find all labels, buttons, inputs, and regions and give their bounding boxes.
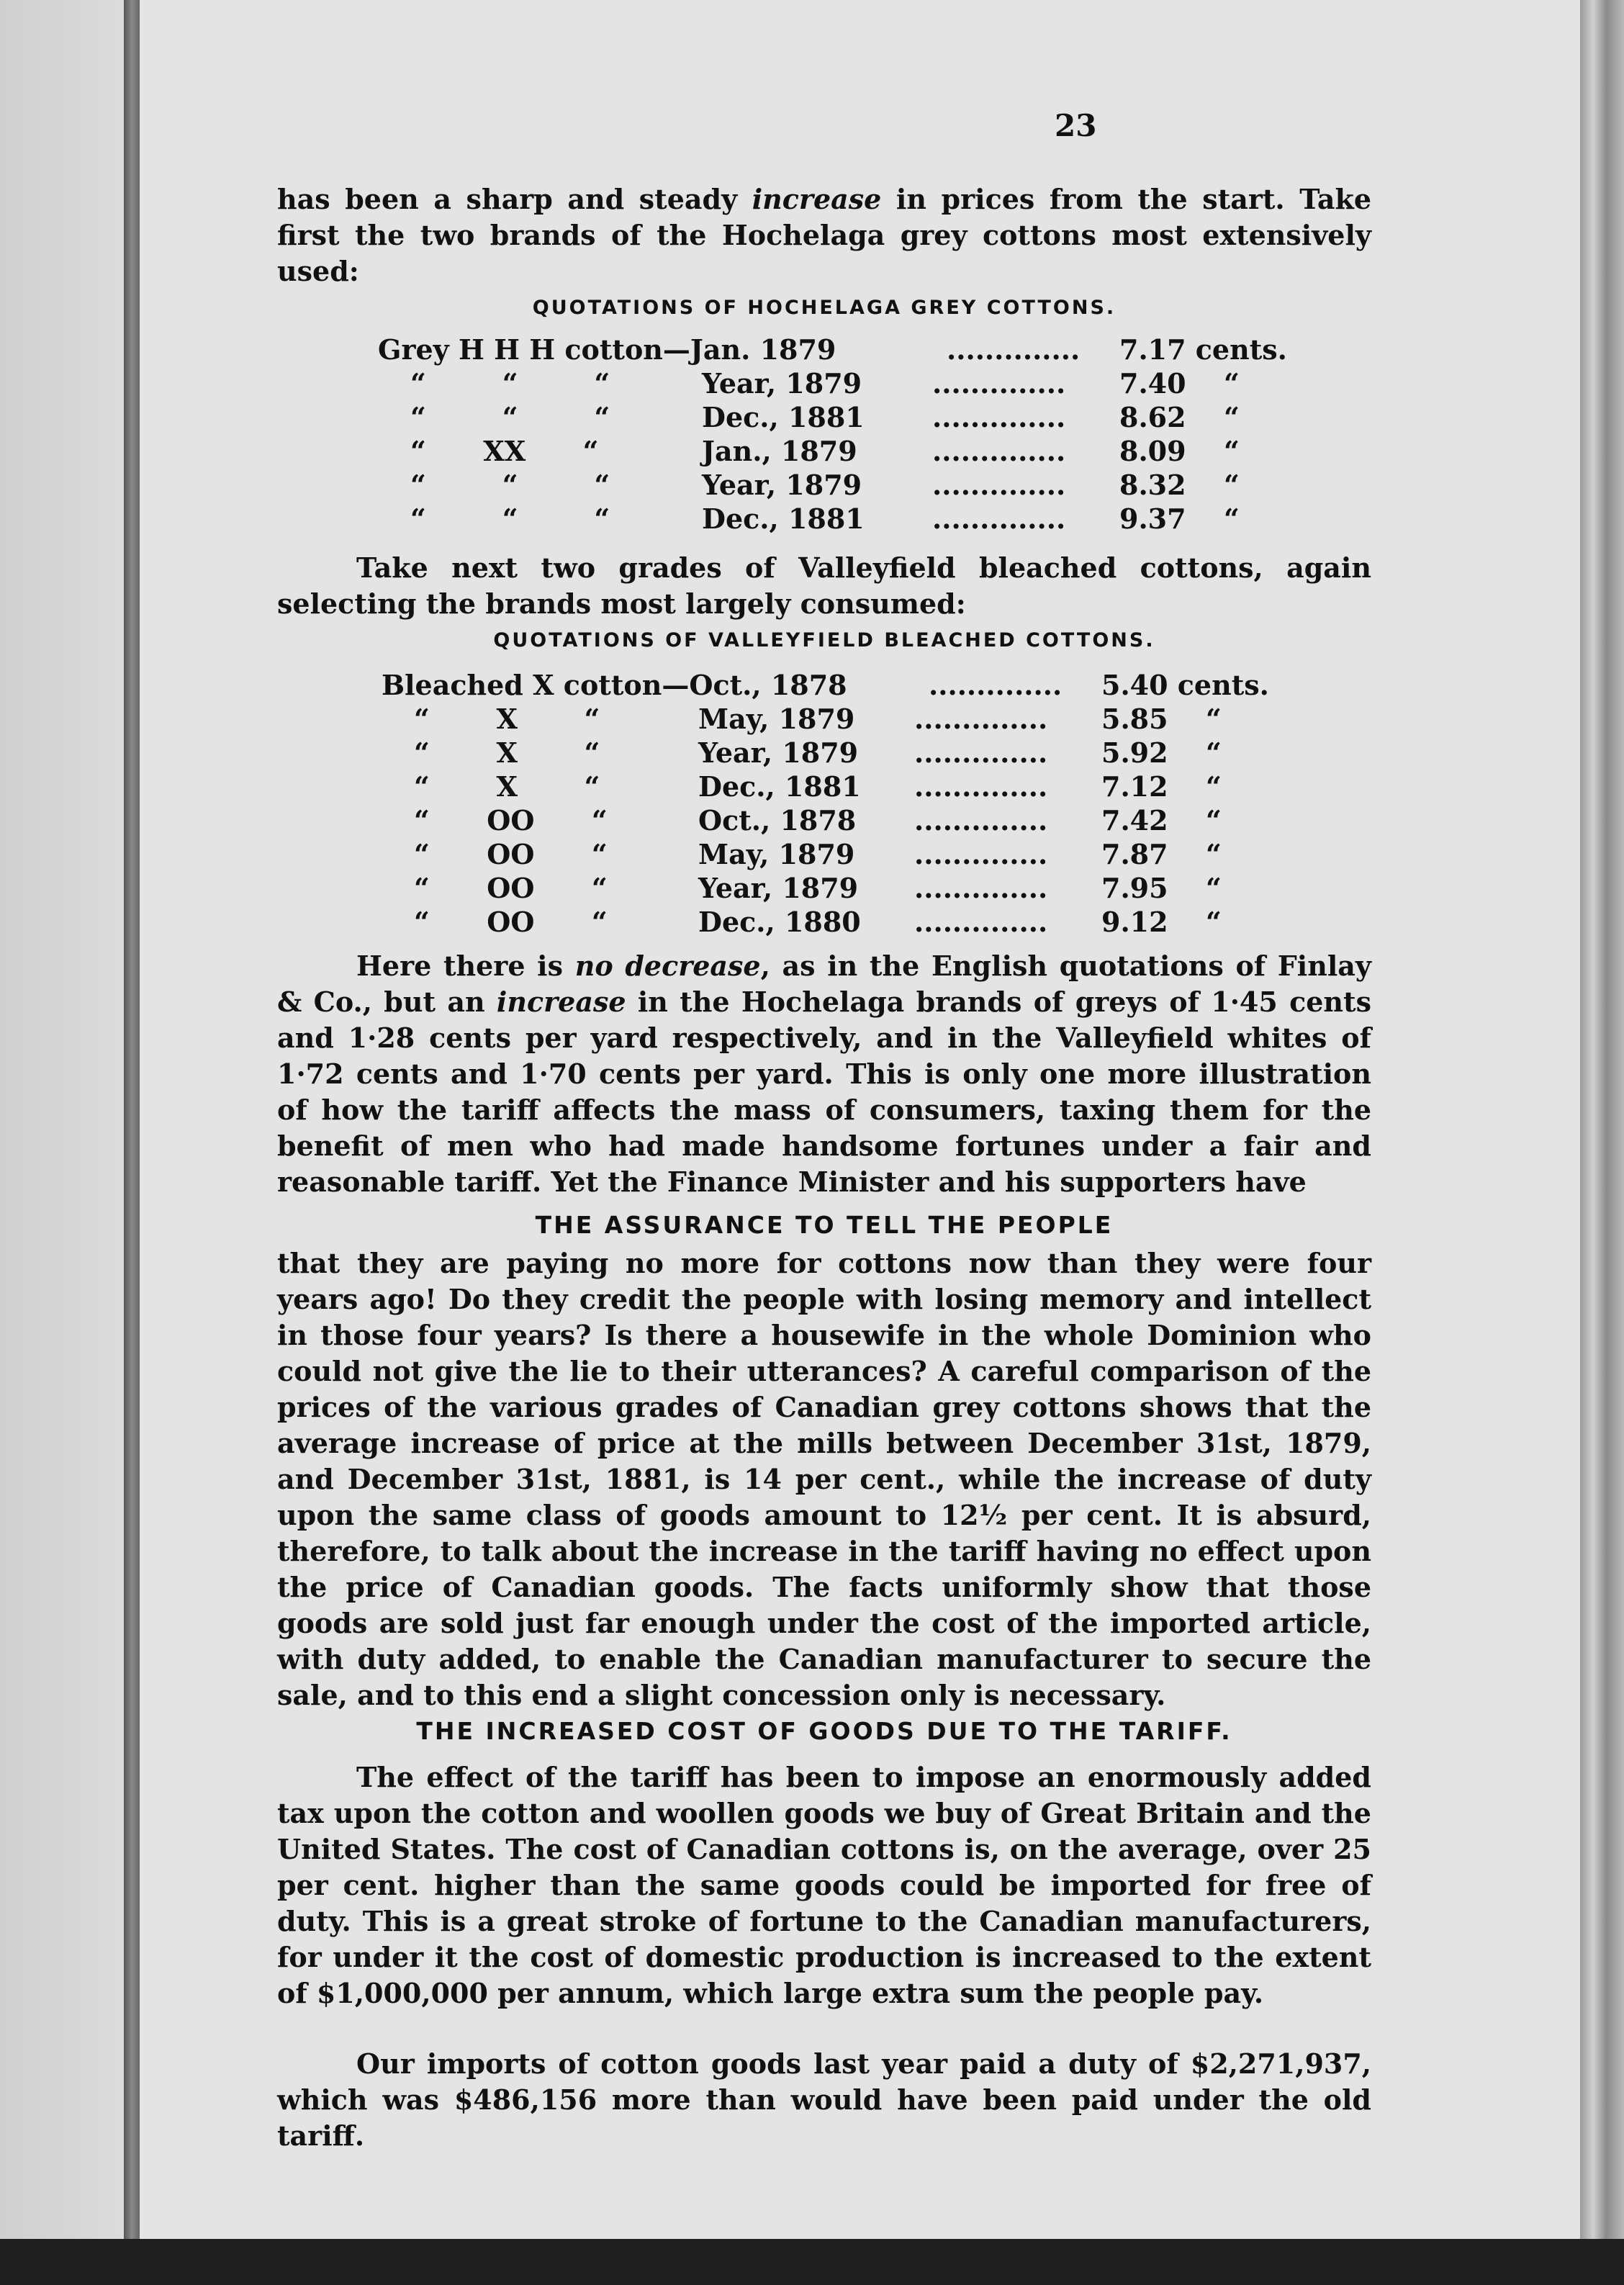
hochelaga-row-date: Dec., 1881 bbox=[702, 401, 865, 433]
valleyfield-row-value: 5.85 bbox=[1101, 703, 1168, 735]
valleyfield-intro-paragraph: Take next two grades of Valleyfield bleached cottons, again selecting the brands most largely consumed: bbox=[277, 551, 1371, 620]
hochelaga-row-value: 8.62 bbox=[1119, 401, 1186, 433]
valleyfield-row-label: “ OO “ bbox=[414, 838, 608, 870]
hochelaga-row-leader-dots: .............. bbox=[932, 502, 1066, 535]
valleyfield-row-value: 9.12 bbox=[1101, 906, 1168, 938]
hochelaga-row-leader-dots: .............. bbox=[932, 367, 1066, 400]
page-edge-right bbox=[1580, 0, 1624, 2285]
valleyfield-row-unit: “ bbox=[1206, 736, 1222, 769]
here-paragraph bbox=[277, 948, 1371, 1200]
hochelaga-row-label: “ “ “ bbox=[410, 401, 610, 433]
intro-paragraph bbox=[277, 181, 1371, 289]
valleyfield-row-leader-dots: .............. bbox=[929, 669, 1063, 701]
hochelaga-heading: QUOTATIONS OF HOCHELAGA GREY COTTONS. bbox=[532, 297, 1116, 319]
valleyfield-row bbox=[382, 871, 1317, 905]
valleyfield-row-leader-dots: .............. bbox=[914, 838, 1048, 870]
left-margin bbox=[0, 0, 126, 2239]
valleyfield-row bbox=[382, 668, 1317, 702]
here-text-3: in the Hochelaga brands of greys of 1·45 cents and 1·28 cents per yard respectively, and in the Valleyfield whites of 1·72 cents and 1·70 cents per yard. This is only one more illustration of how the tariff affects the mass of consumers, taxing them for the benefit of men who had made handsome fortunes under a fair and reasonable tariff. Yet the Finance Minister and his supporters have bbox=[277, 986, 1371, 1198]
intro-text-start: has been a sharp and steady bbox=[277, 183, 752, 215]
valleyfield-row-label: “ X “ bbox=[414, 703, 600, 735]
valleyfield-row-label: “ X “ bbox=[414, 770, 600, 803]
hochelaga-row bbox=[378, 400, 1314, 434]
hochelaga-row bbox=[378, 366, 1314, 400]
valleyfield-row-unit: “ bbox=[1206, 872, 1222, 904]
valleyfield-row-leader-dots: .............. bbox=[914, 906, 1048, 938]
increased-cost-heading: THE INCREASED COST OF GOODS DUE TO THE TARIFF. bbox=[416, 1717, 1232, 1745]
hochelaga-row-label: “ “ “ bbox=[410, 502, 610, 535]
valleyfield-row-date: Oct., 1878 bbox=[698, 804, 857, 837]
valleyfield-row-label: “ X “ bbox=[414, 736, 600, 769]
hochelaga-row-leader-dots: .............. bbox=[947, 333, 1081, 366]
here-text-1: Here there is bbox=[356, 950, 575, 982]
valleyfield-row-label: “ OO “ bbox=[414, 872, 608, 904]
hochelaga-row-value: 7.17 cents. bbox=[1119, 333, 1287, 366]
valleyfield-row bbox=[382, 702, 1317, 736]
hochelaga-row-value: 9.37 bbox=[1119, 502, 1186, 535]
valleyfield-row-label: “ OO “ bbox=[414, 906, 608, 938]
valleyfield-heading: QUOTATIONS OF VALLEYFIELD BLEACHED COTTONS. bbox=[493, 629, 1155, 652]
hochelaga-row-date: Dec., 1881 bbox=[702, 502, 865, 535]
valleyfield-row-unit: “ bbox=[1206, 804, 1222, 837]
valleyfield-row-date: Year, 1879 bbox=[698, 736, 859, 769]
valleyfield-row-leader-dots: .............. bbox=[914, 804, 1048, 837]
valleyfield-row bbox=[382, 905, 1317, 939]
hochelaga-row-label: “ “ “ bbox=[410, 469, 610, 501]
valleyfield-quotation-table bbox=[382, 668, 1317, 939]
valleyfield-row-unit: “ bbox=[1206, 838, 1222, 870]
hochelaga-row-leader-dots: .............. bbox=[932, 469, 1066, 501]
valleyfield-row-value: 7.42 bbox=[1101, 804, 1168, 837]
assurance-heading: THE ASSURANCE TO TELL THE PEOPLE bbox=[535, 1211, 1114, 1239]
valleyfield-row-date: Year, 1879 bbox=[698, 872, 859, 904]
imports-paragraph: Our imports of cotton goods last year paid a duty of $2,271,937, which was $486,156 more than would have been paid under the old tariff. bbox=[277, 2047, 1371, 2152]
valleyfield-row-date: Dec., 1880 bbox=[698, 906, 861, 938]
hochelaga-row-value: 8.09 bbox=[1119, 435, 1186, 467]
page-number: 23 bbox=[1055, 108, 1097, 143]
valleyfield-row-date: May, 1879 bbox=[698, 703, 855, 735]
valleyfield-row-leader-dots: .............. bbox=[914, 703, 1048, 735]
here-emphasis-2: increase bbox=[496, 986, 626, 1018]
valleyfield-row-value: 5.40 cents. bbox=[1101, 669, 1269, 701]
valleyfield-row-value: 7.95 bbox=[1101, 872, 1168, 904]
valleyfield-row-unit: “ bbox=[1206, 770, 1222, 803]
valleyfield-row bbox=[382, 837, 1317, 871]
intro-text-end: in prices from the start. Take first the two brands of the Hochelaga grey cottons most extensively used: bbox=[277, 183, 1371, 287]
assurance-paragraph: that they are paying no more for cottons now than they were four years ago! Do they credit the people with losing memory and intellect in those four years? Is there a housewife in the whole Dominion who could not give the lie to their utterances? A careful comparison of the prices of the various grades of Canadian grey cottons shows that the average increase of price at the mills between December 31st, 1879, and December 31st, 1881, is 14 per cent., while the increase of duty upon the same class of goods amount to 12½ per cent. It is absurd, therefore, to talk about the increase in the tariff having no effect upon the price of Canadian goods. The facts uniformly show that those goods are sold just far enough under the cost of the imported article, with duty added, to enable the Canadian manufacturer to secure the sale, and to this end a slight concession only is necessary. bbox=[277, 1247, 1371, 1711]
hochelaga-row-label: Grey H H H cotton—Jan. 1879 bbox=[378, 333, 836, 366]
valleyfield-row-label: Bleached X cotton—Oct., 1878 bbox=[382, 669, 847, 701]
hochelaga-row-date: Year, 1879 bbox=[702, 469, 862, 501]
valleyfield-row-value: 7.87 bbox=[1101, 838, 1168, 870]
here-emphasis-1: no decrease bbox=[574, 950, 761, 982]
hochelaga-row bbox=[378, 434, 1314, 468]
binding-shadow bbox=[124, 0, 140, 2239]
valleyfield-row-date: May, 1879 bbox=[698, 838, 855, 870]
hochelaga-row-value: 7.40 bbox=[1119, 367, 1186, 400]
valleyfield-row-value: 5.92 bbox=[1101, 736, 1168, 769]
valleyfield-row-unit: “ bbox=[1206, 703, 1222, 735]
valleyfield-row-leader-dots: .............. bbox=[914, 770, 1048, 803]
valleyfield-row-leader-dots: .............. bbox=[914, 872, 1048, 904]
valleyfield-row bbox=[382, 803, 1317, 837]
hochelaga-row-label: “ “ “ bbox=[410, 367, 610, 400]
valleyfield-row-label: “ OO “ bbox=[414, 804, 608, 837]
hochelaga-row-leader-dots: .............. bbox=[932, 435, 1066, 467]
hochelaga-row-unit: “ bbox=[1224, 502, 1240, 535]
hochelaga-row-unit: “ bbox=[1224, 367, 1240, 400]
hochelaga-row-date: Year, 1879 bbox=[702, 367, 862, 400]
here-text-2: , as in the English quotations of Finlay & Co., but an bbox=[277, 950, 1371, 1018]
hochelaga-row-date: Jan., 1879 bbox=[702, 435, 857, 467]
hochelaga-row-unit: “ bbox=[1224, 435, 1240, 467]
hochelaga-row bbox=[378, 502, 1314, 536]
hochelaga-row bbox=[378, 333, 1314, 366]
valleyfield-row bbox=[382, 736, 1317, 770]
hochelaga-quotation-table bbox=[378, 333, 1314, 536]
page-edge-bottom bbox=[0, 2239, 1624, 2285]
hochelaga-row bbox=[378, 468, 1314, 502]
valleyfield-row bbox=[382, 770, 1317, 803]
valleyfield-row-date: Dec., 1881 bbox=[698, 770, 861, 803]
hochelaga-row-unit: “ bbox=[1224, 401, 1240, 433]
hochelaga-row-leader-dots: .............. bbox=[932, 401, 1066, 433]
increased-cost-paragraph: The effect of the tariff has been to impose an enormously added tax upon the cotton and woollen goods we buy of Great Britain and the United States. The cost of Canadian cottons is, on the average, over 25 per cent. higher than the same goods could be imported for free of duty. This is a great stroke of fortune to the Canadian manufacturers, for under it the cost of domestic production is increased to the extent of $1,000,000 per annum, which large extra sum the people pay. bbox=[277, 1761, 1371, 2009]
hochelaga-row-label: “ XX “ bbox=[410, 435, 599, 467]
valleyfield-row-leader-dots: .............. bbox=[914, 736, 1048, 769]
valleyfield-row-value: 7.12 bbox=[1101, 770, 1168, 803]
intro-emphasis: increase bbox=[752, 183, 882, 215]
hochelaga-row-unit: “ bbox=[1224, 469, 1240, 501]
valleyfield-row-unit: “ bbox=[1206, 906, 1222, 938]
hochelaga-row-value: 8.32 bbox=[1119, 469, 1186, 501]
